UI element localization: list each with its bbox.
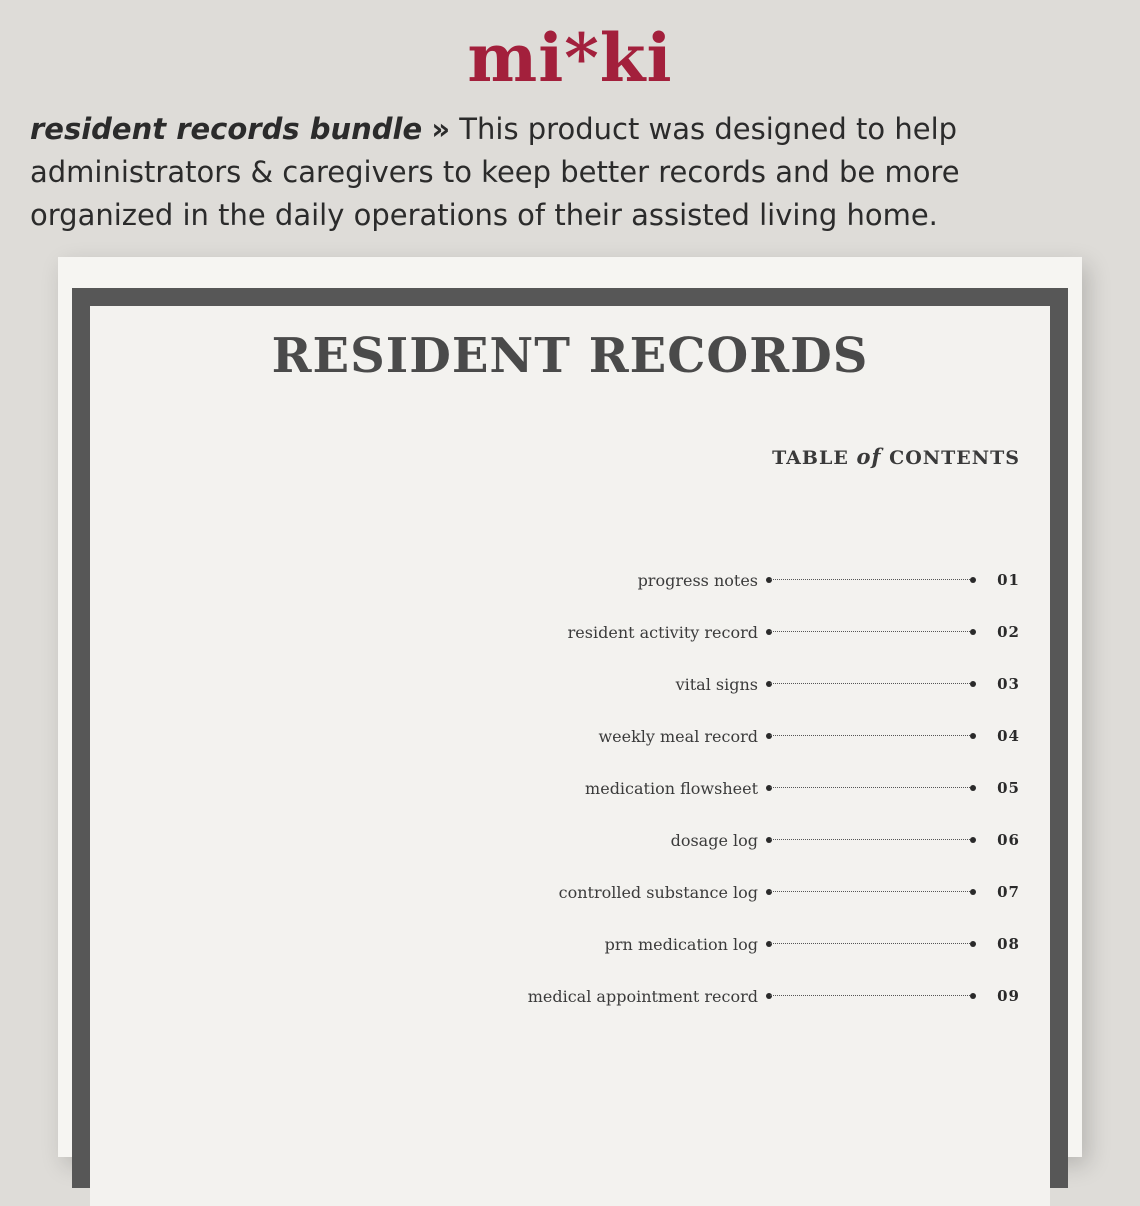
toc-item-label: medication flowsheet [585, 778, 758, 798]
document-inner [90, 306, 1050, 1206]
document-page [58, 257, 1082, 1157]
description-text: This product was designed to help administrators & caregivers to keep better records and be more organized in the daily operations of their assisted living home. [30, 112, 960, 232]
toc-item[interactable] [260, 762, 1020, 814]
toc-item-number: 08 [997, 935, 1020, 953]
toc-item-number: 04 [997, 727, 1020, 745]
toc-item-number: 09 [997, 987, 1020, 1005]
toc-heading-post: CONTENTS [881, 447, 1020, 469]
dot-leader [766, 679, 976, 689]
toc-heading [772, 444, 1020, 469]
toc-item[interactable] [260, 918, 1020, 970]
document-title: RESIDENT RECORDS [271, 328, 869, 384]
dot-leader [766, 627, 976, 637]
toc-heading-pre: TABLE [772, 447, 857, 469]
toc-item-label: dosage log [670, 830, 758, 850]
toc-item-label: vital signs [675, 674, 758, 694]
toc-item-label: progress notes [637, 570, 758, 590]
dot-leader [766, 991, 976, 1001]
toc-item-label: weekly meal record [598, 726, 758, 746]
toc-item[interactable] [260, 606, 1020, 658]
toc-item[interactable] [260, 710, 1020, 762]
toc-item-number: 05 [997, 779, 1020, 797]
toc-item[interactable] [260, 814, 1020, 866]
toc-item-number: 07 [997, 883, 1020, 901]
document-border [72, 288, 1068, 1188]
toc-item[interactable] [260, 866, 1020, 918]
dot-leader [766, 783, 976, 793]
toc-item-number: 01 [997, 571, 1020, 589]
toc-item-number: 02 [997, 623, 1020, 641]
toc-item[interactable] [260, 658, 1020, 710]
dot-leader [766, 575, 976, 585]
dot-leader [766, 887, 976, 897]
toc-item-label: resident activity record [567, 622, 758, 642]
product-name: resident records bundle [30, 112, 423, 146]
toc-item[interactable] [260, 554, 1020, 606]
dot-leader [766, 835, 976, 845]
dot-leader [766, 939, 976, 949]
toc-item-number: 06 [997, 831, 1020, 849]
brand-logo: mi*ki [467, 19, 673, 97]
toc-item-label: controlled substance log [558, 882, 758, 902]
toc-item-number: 03 [997, 675, 1020, 693]
table-of-contents [260, 554, 1020, 1022]
toc-item-label: medical appointment record [527, 986, 758, 1006]
toc-item-label: prn medication log [604, 934, 758, 954]
product-description [30, 108, 1110, 237]
toc-item[interactable] [260, 970, 1020, 1022]
separator-glyph: » [431, 112, 451, 146]
dot-leader [766, 731, 976, 741]
toc-heading-of: of [856, 444, 882, 469]
